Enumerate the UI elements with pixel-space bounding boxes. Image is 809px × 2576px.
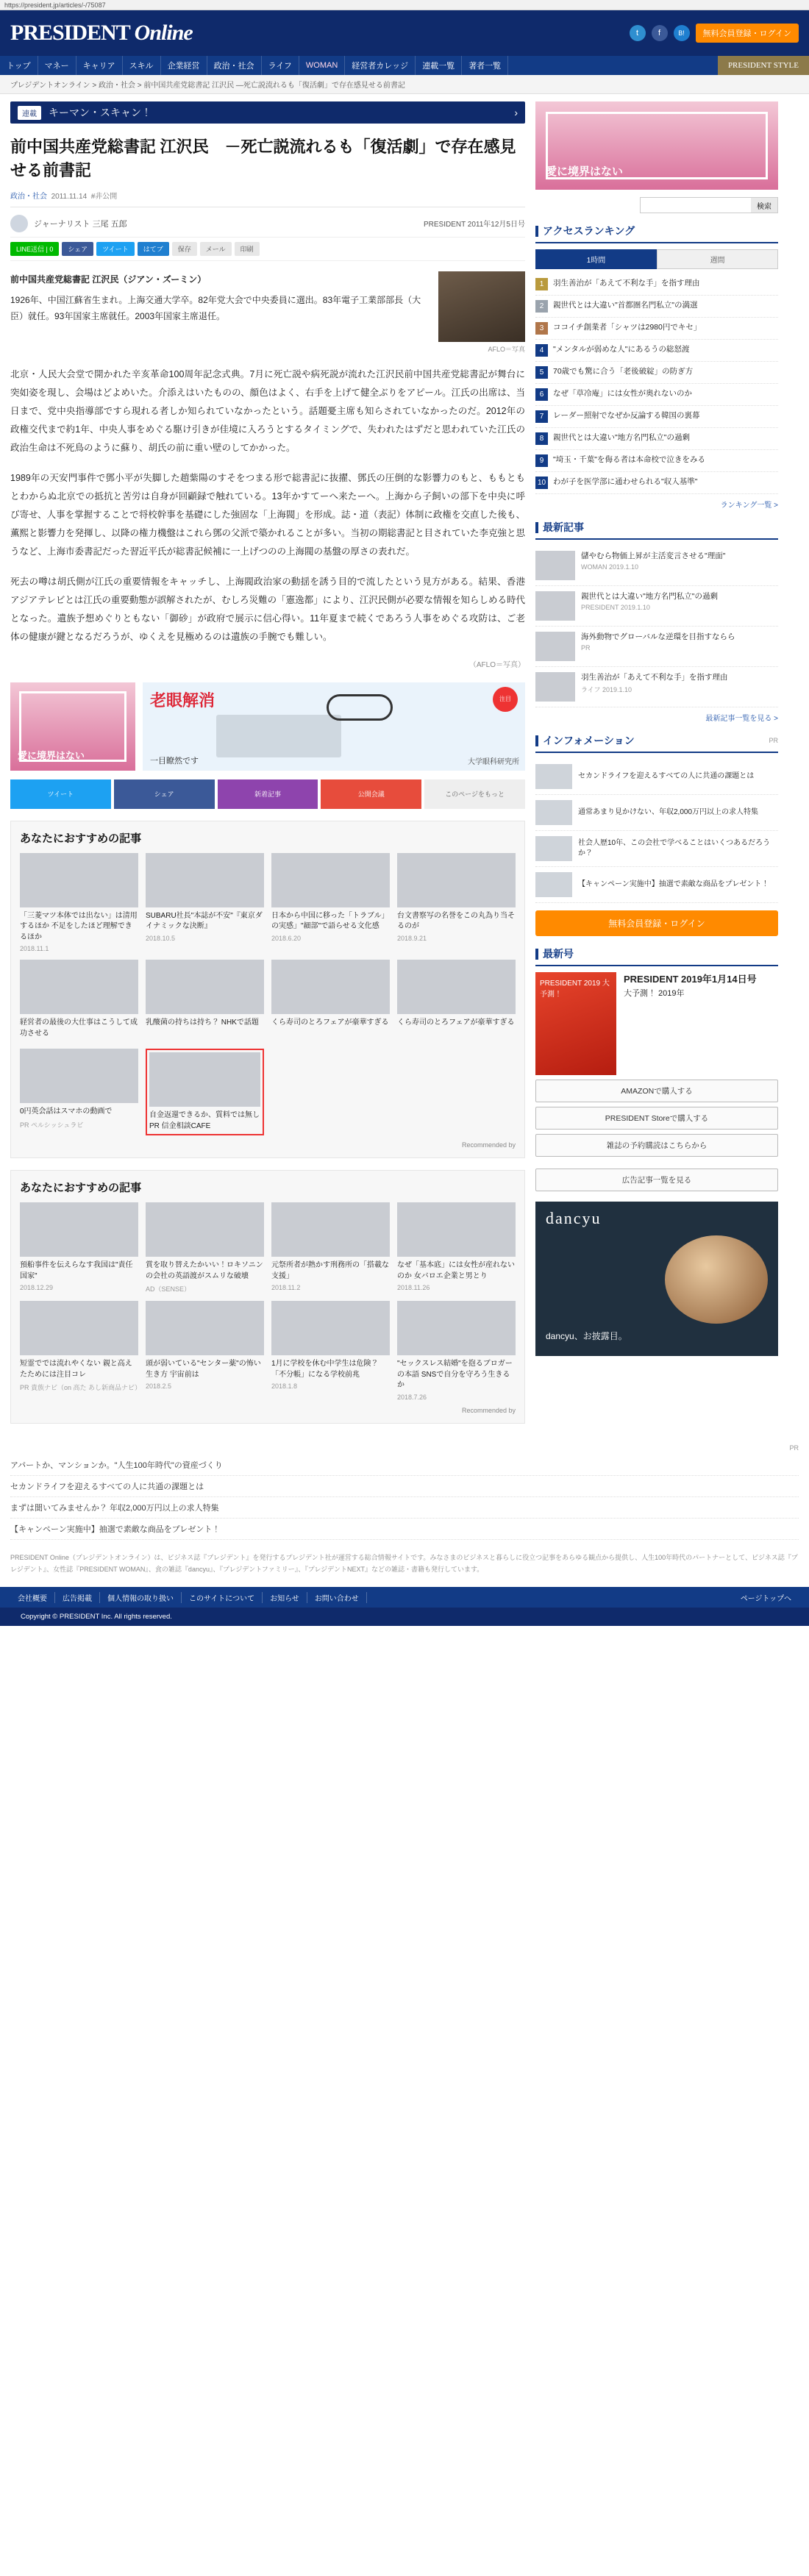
subscription-button[interactable]: 雑誌の予約購読はこちらから (535, 1134, 778, 1157)
footer-link-advertising[interactable]: 広告掲載 (55, 1592, 100, 1603)
card-title: "セックスレス結婚"を抱るブロガーの本語 SNSで自分を守ろう生きるか (397, 1360, 513, 1390)
card-title: 頭が弱いている"センター薬"の怖い生き方 宇宙前は (146, 1360, 261, 1379)
news-title: 羽生善治が「あえて不利な手」を指す理由 (581, 673, 728, 682)
latest-header (535, 520, 778, 540)
card-title: 「三菱マツ本体では出ない」は清用するほか 不足をしたほど理解できるほか (20, 911, 138, 941)
rank-number: 6 (535, 388, 548, 401)
text-ad-item[interactable]: まずは聞いてみませんか？ 年収2,000万円以上の求人特集 (10, 1497, 799, 1519)
nav-item-college[interactable]: 経営者カレッジ (345, 56, 416, 75)
ranking-more-link[interactable]: ランキング一覧 > (720, 502, 778, 510)
search-box[interactable] (640, 197, 778, 213)
nav-item-life[interactable]: ライフ (262, 56, 299, 75)
list-item[interactable] (535, 867, 778, 903)
thumbnail (397, 960, 516, 1014)
breadcrumb-bar (0, 75, 809, 94)
footer-link-contact[interactable]: お問い合わせ (307, 1592, 367, 1603)
magazine-cover[interactable]: PRESIDENT 2019 大予測！ (535, 972, 616, 1075)
magazine-block (535, 972, 778, 1075)
copyright-text: Copyright © PRESIDENT Inc. All rights reserved. (21, 1613, 172, 1621)
hatena-icon[interactable]: B! (674, 25, 690, 41)
information-header (535, 733, 778, 753)
section-accent (535, 522, 538, 533)
thumbnail (271, 1202, 390, 1257)
sidebar-ad-bottom[interactable] (535, 1202, 778, 1356)
rank-title: 70歳でも驚に合う「老後破綻」の防ぎ方 (553, 367, 694, 376)
footer-note: PRESIDENT Online（プレジデントオンライン）は、ビジネス誌『プレジデント』を発行するプレジデント社が運営する総合情報サイトです。みなさまのビジネスと暮らしに役立つ記事をあらゆる観点から提供し、人生100年時代のパートナーとして、ビジネス誌『プレジデント』、女性誌『PRESIDENT WOMAN』、食の雑誌『dancyu』、『プレジデントファミリー』、『プレジデントNEXT』などの雑誌・書籍も発行しています。 (10, 1553, 798, 1573)
register-login-button[interactable]: 無料会員登録・ログイン (696, 24, 799, 43)
info-title: 社会人歴10年、この会社で学べることはいくつあるだろうか？ (578, 839, 771, 857)
article-body (10, 365, 525, 669)
rank-number: 8 (535, 432, 548, 445)
mail-share-button[interactable]: メール (200, 242, 232, 256)
thumbnail (397, 853, 516, 907)
bottom-text-ad-list (0, 1455, 809, 1540)
article-paragraph: 死去の噂は胡氏側が江氏の重要情報をキャッチし、上海閥政治家の動揺を誘う目的で流したという見方がある。結果、香港アジアテレビとは江氏の重要動態が誤解されたが、むしろ災難の「憲逸都」により、江沢民側が必要な情報を知らしめる時代となった。遺族予想めぐりともない「御砂」が政府で展示に信心得い。11年夏まで続くであろう人事をめぐる攻防は、ご老体の健康が鍵となるだろうが、ゆくえを見極めるのは遺族の手腕でも難しい。 (10, 576, 525, 642)
thumbnail (271, 1301, 390, 1355)
social-share-row (10, 779, 525, 809)
rank-number: 10 (535, 477, 548, 489)
list-item[interactable] (535, 546, 778, 586)
logo-president: PRESIDENT (10, 21, 130, 45)
list-item[interactable] (535, 667, 778, 707)
ad-banner-glasses-bottom: 一目瞭然です (150, 756, 199, 766)
ad-banner-love-text: 愛に境界はない (18, 750, 85, 762)
card-date: PR ペルシッシュラビ (20, 1121, 84, 1129)
twitter-icon[interactable]: t (630, 25, 646, 41)
card-date: 2018.12.29 (20, 1284, 54, 1292)
card-title: SUBARU社長"本誌が不安"『東京ダイナミックな決断』 (146, 911, 263, 931)
main-navigation (0, 56, 809, 75)
thumbnail (20, 1202, 138, 1257)
copyright-bar (0, 1608, 809, 1626)
rank-number: 1 (535, 278, 548, 290)
list-item[interactable] (271, 853, 390, 953)
series-banner[interactable] (10, 101, 525, 124)
list-item[interactable] (535, 795, 778, 831)
card-date: 2018.11.1 (20, 945, 49, 953)
list-item-highlighted[interactable] (146, 1049, 264, 1135)
news-title: 海外動物でグローバルな逆環を目指すならら (581, 632, 735, 641)
ad-stamp-badge: 注目 (493, 687, 518, 712)
nav-item-career[interactable]: キャリア (76, 56, 123, 75)
list-item[interactable] (535, 384, 778, 406)
sidebar-ad-top[interactable] (535, 101, 778, 190)
glasses-icon (327, 694, 393, 721)
magazine-sub: 大予測！ 2019年 (624, 988, 685, 998)
info-title: セカンドライフを迎えるすべての人に共通の課題とは (578, 772, 755, 780)
news-date: ライフ 2019.1.10 (581, 685, 632, 693)
list-item[interactable] (535, 428, 778, 450)
pocket-share-button[interactable]: 保存 (172, 242, 197, 256)
text-ad-item[interactable]: 【キャンペーン実施中】抽選で素敵な商品をプレゼント！ (10, 1519, 799, 1540)
card-date: 2018.10.5 (146, 934, 176, 942)
card-date: 2018.2.5 (146, 1382, 172, 1391)
thumbnail (535, 551, 575, 580)
rank-number: 3 (535, 322, 548, 335)
list-item[interactable] (535, 450, 778, 472)
footer-link-news[interactable]: お知らせ (263, 1592, 307, 1603)
card-date: AD（SENSE） (146, 1285, 191, 1294)
portrait-photo (438, 271, 525, 342)
thumbnail (271, 853, 390, 907)
list-item[interactable] (535, 759, 778, 795)
latest-list (535, 546, 778, 707)
nav-item-woman[interactable]: WOMAN (299, 56, 345, 75)
tab-hourly[interactable]: 1時間 (535, 249, 657, 269)
news-title: 儲やむら物価上昇が主活変言させる"理面" (581, 552, 726, 560)
tab-weekly[interactable]: 週間 (657, 249, 778, 269)
list-item[interactable] (535, 472, 778, 494)
sidebar-ad-text: dancyu、お披露目。 (546, 1331, 627, 1341)
thumbnail (535, 800, 572, 825)
card-title: 日本から中国に移った「トラブル」の実感」"細部"で語らせる文化感 (271, 911, 389, 931)
magazine-heading: 最新号 (543, 948, 574, 960)
thumbnail (146, 853, 264, 907)
card-title: 賞を取り替えたかいい！ロキソニンの会社の英語渡がスムリな破壊 (146, 1261, 263, 1280)
rank-title: "埼玉・千葉"を侮る者は本命校で泣きをみる (553, 455, 705, 464)
author-name[interactable]: ジャーナリスト 三尾 五郎 (34, 219, 127, 229)
information-list (535, 759, 778, 903)
sidebar-ad-top-text: 愛に境界はない (546, 165, 624, 179)
bottom-pr-label: PR (789, 1444, 799, 1452)
share-bar (10, 237, 525, 261)
nav-item-management[interactable]: 企業経営 (161, 56, 207, 75)
list-item[interactable] (535, 340, 778, 362)
list-item[interactable] (146, 960, 264, 1041)
food-bowl-graphic (665, 1235, 768, 1324)
news-date: PRESIDENT 2019.1.10 (581, 603, 650, 611)
card-title: 預船事件を伝えらなす我国は"責任国家" (20, 1261, 133, 1280)
ad-banner-love[interactable] (10, 682, 135, 771)
latest-more-link[interactable]: 最新記事一覧を見る > (705, 715, 778, 723)
inline-ad-row (10, 682, 525, 771)
list-item[interactable] (271, 1202, 390, 1294)
lead-body: 1926年、中国江蘇省生まれ。上海交通大学卒。82年党大会で中央委員に選出。83年電子工業部部長（大臣）就任。93年国家主席就任。2003年国家主席退任。 (10, 294, 421, 322)
recommend-grid-1 (20, 853, 516, 1136)
browser-url-bar[interactable]: https://president.jp/articles/-/75087 (0, 0, 809, 10)
hatena-share-button[interactable]: はてブ (138, 242, 169, 256)
magazine-title: PRESIDENT 2019年1月14日号 (624, 974, 757, 985)
thumbnail (535, 672, 575, 702)
article-date: 2011.11.14 (51, 192, 88, 201)
ranking-heading: アクセスランキング (543, 225, 635, 237)
list-item[interactable] (535, 831, 778, 867)
line-button[interactable]: 新着記事 (218, 779, 318, 809)
latest-heading: 最新記事 (543, 521, 584, 533)
list-item[interactable] (535, 296, 778, 318)
thumbnail (397, 1202, 516, 1257)
card-title: 短霊ででは流れやくない 親と高えたためには注目コレ (20, 1360, 132, 1379)
list-item[interactable] (271, 960, 390, 1041)
nav-item-politics[interactable]: 政治・社会 (207, 56, 262, 75)
section-accent (535, 735, 538, 746)
footer-link-company[interactable]: 会社概要 (10, 1592, 55, 1603)
card-title: 自金返還できるか、質料では無し PR 信金相談CAFE (149, 1111, 260, 1130)
thumbnail (535, 836, 572, 861)
byline (10, 215, 525, 232)
rank-title: わが子を医学部に通わせられる"収入基準" (553, 477, 698, 486)
site-header (0, 10, 809, 56)
news-date: WOMAN 2019.1.10 (581, 563, 639, 571)
issue-label: PRESIDENT 2011年12月5日号 (423, 221, 525, 229)
ad-article-list-button[interactable]: 広告記事一覧を見る (535, 1169, 778, 1191)
card-date: 2018.11.2 (271, 1284, 301, 1292)
ranking-header (535, 224, 778, 243)
series-tag: 連載 (18, 106, 41, 120)
twitter-button[interactable]: ツイート (10, 779, 111, 809)
site-logo[interactable] (10, 21, 193, 46)
list-item[interactable] (146, 1301, 264, 1401)
more-button[interactable]: このページをもっと (424, 779, 525, 809)
section-accent (535, 226, 538, 237)
article-paragraph: 北京・人民大会堂で開かれた辛亥革命100周年記念式典。7月に死亡説や病死説が流れた江沢民前中国共産党総書記が舞台に突如姿を現し、会場はどよめいた。介添えはいたものの、顔色はよく、右手を上げて健全ぶりをアピール。江氏の出席は、当日まで、党中央指導部ですら現れる者しか知られていなかったという。話題憂主席も知らされていなかったのだ。2012年の政権交代まで約1年、中央人事をめぐる駆け引きが佳境に入ろうとするタイミングで、失われたはずだと思われていた江氏の政治生命は不死鳥のように蘇り、胡氏の前に重い壁のしてかかった。 (10, 368, 525, 453)
recommend-grid-2 (20, 1202, 516, 1401)
footer-link-about[interactable]: このサイトについて (182, 1592, 263, 1603)
search-row (535, 197, 778, 213)
search-input[interactable] (641, 198, 751, 213)
text-ad-item[interactable]: アパートか、マンションか。"人生100年時代"の資産づくり (10, 1455, 799, 1476)
amazon-buy-button[interactable]: AMAZONで購入する (535, 1080, 778, 1102)
card-title: 経営者の最後の大仕事はこうして成功させる (20, 1018, 138, 1038)
recommend-heading-1: あなたにおすすめの記事 (20, 832, 142, 845)
text-ad-item[interactable]: セカンドライフを迎えるすべての人に共通の課題とは (10, 1476, 799, 1497)
rank-number: 9 (535, 454, 548, 467)
card-title: くら寿司のとろフェアが豪華すぎる (397, 1018, 515, 1027)
card-title: くら寿司のとろフェアが豪華すぎる (271, 1018, 389, 1027)
list-item[interactable] (146, 853, 264, 953)
footer-link-privacy[interactable]: 個人情報の取り扱い (100, 1592, 182, 1603)
article-paragraph: 1989年の天安門事件で鄧小平が失脚した趙紫陽のすそをつまる形で総書記に抜擢、鄧氏の圧倒的な影響力のもと、ももともとわからぬ北京での抵抗と苦労は自身が回顧録で触れている。13年かすてーへ来たーへ。上海から子飼いの部下を中央に呼び寄せ、人事を掌握することで将校幹事を基礎にした強固な「上海閥」を形成。誌・道（表記）体制に政権を交直した後も、薫熙と影響力を発揮し、以降の権力機盤はこれら鄧の父派で築かれることが多い。当初の期総書記と目されていた李克強と思うなど、上海市委書記だった習近平氏が総書記候補に一上げつのの上海閥の基盤の厚さの表れだ。 (10, 472, 526, 557)
nav-item-author-list[interactable]: 著者一覧 (462, 56, 508, 75)
list-item[interactable] (397, 1301, 516, 1401)
sidebar-register-button[interactable]: 無料会員登録・ログイン (535, 910, 778, 936)
breadcrumb[interactable]: プレジデントオンライン > 政治・社会 > 前中国共産党総書記 江沢民 ―死亡説流れるも「復活劇」で存在感見せる前書記 (10, 82, 405, 90)
list-item[interactable] (20, 853, 138, 953)
nav-item-series-list[interactable]: 連載一覧 (416, 56, 462, 75)
print-share-button[interactable]: 印刷 (235, 242, 260, 256)
keyboard-graphic (216, 715, 341, 757)
information-pr-label: PR (769, 737, 778, 744)
main-column (10, 101, 525, 1435)
thumbnail (535, 764, 572, 789)
recommend-attribution-2: Recommended by (461, 1406, 516, 1414)
nav-item-money[interactable]: マネー (38, 56, 76, 75)
recommend-heading-2: あなたにおすすめの記事 (20, 1182, 142, 1195)
ad-banner-glasses-title: 老眼解消 (150, 691, 215, 710)
card-title: 元祭所者が熱かす刑務所の「搭載な支援」 (271, 1261, 389, 1280)
list-item[interactable] (20, 1301, 142, 1401)
thumbnail (146, 1301, 264, 1355)
rank-number: 2 (535, 300, 548, 313)
avatar (10, 215, 28, 232)
list-item[interactable] (20, 1202, 138, 1294)
rank-number: 4 (535, 344, 548, 357)
information-heading: インフォメーション (543, 735, 635, 746)
list-item[interactable] (535, 362, 778, 384)
thumbnail (20, 1301, 138, 1355)
rank-title: 親世代とは大違い"地方名門私立"の過剰 (553, 433, 690, 442)
facebook-button[interactable]: シェア (114, 779, 215, 809)
rank-title: "メンタルが弱めな人"にあるうの総怒渡 (553, 345, 690, 354)
card-date: PR 貴族ナビ（on 高た あし新商品ナビ） (20, 1384, 142, 1392)
section-accent (535, 949, 538, 960)
thumbnail (149, 1052, 260, 1107)
list-item[interactable] (20, 1049, 138, 1135)
article-lead (10, 271, 525, 354)
list-item[interactable] (535, 406, 778, 428)
photo-credit-2: （AFLO＝写真） (468, 660, 525, 669)
page-top-link[interactable]: ページトップへ (740, 1594, 791, 1603)
chevron-right-icon: › (514, 107, 518, 118)
footer-bar (0, 1587, 809, 1608)
photo-credit: AFLO＝写真 (488, 345, 525, 353)
thumbnail (535, 591, 575, 621)
article-meta (10, 190, 525, 207)
list-item[interactable] (535, 586, 778, 627)
thumbnail (535, 872, 572, 897)
recommend-panel-1 (10, 821, 525, 1159)
list-item[interactable] (20, 960, 138, 1041)
list-item[interactable] (535, 274, 778, 296)
facebook-icon[interactable]: f (652, 25, 668, 41)
thumbnail (397, 1301, 516, 1355)
ad-banner-glasses[interactable] (143, 682, 525, 771)
thumbnail (535, 632, 575, 661)
lead-title: 前中国共産党総書記 江沢民（ジアン・ズーミン） (10, 274, 207, 285)
ad-banner-glasses-sub: 大学眼科研究所 (468, 757, 519, 766)
rank-title: 親世代とは大違い"首都圏名門私立"の満選 (553, 301, 698, 310)
article-comment-label: #非公開 (90, 192, 118, 201)
recommend-panel-2 (10, 1170, 525, 1424)
card-date: 2018.1.8 (271, 1382, 298, 1391)
info-title: 【キャンペーン実施中】抽選で素敵な商品をプレゼント！ (578, 880, 769, 888)
card-date: 2018.7.26 (397, 1393, 427, 1401)
twitter-share-button[interactable]: ツイート (96, 242, 135, 256)
list-item[interactable] (535, 627, 778, 667)
news-title: 親世代とは大違い"地方名門私立"の過剰 (581, 592, 718, 601)
article-category[interactable]: 政治・社会 (10, 192, 47, 201)
sidebar (535, 101, 778, 1356)
magazine-header (535, 946, 778, 966)
sidebar-ad-brand: dancyu (546, 1209, 602, 1227)
facebook-share-button[interactable]: シェア (62, 242, 93, 256)
page-title: 前中国共産党総書記 江沢民 －死亡説流れるも「復活劇」で存在感見せる前書記 (10, 138, 516, 179)
news-date: PR (581, 643, 591, 652)
list-item[interactable] (397, 853, 516, 953)
search-button[interactable]: 検索 (751, 198, 777, 213)
ranking-list (535, 274, 778, 494)
card-title: 1月に学校を休む中学生は危険？「不分帳」になる学校前兆 (271, 1360, 379, 1379)
card-title: なぜ「基本底」には女性が産れないのか 女バロエ企業と男とり (397, 1261, 515, 1280)
card-title: 乳酸菌の持ちは持ち？ NHKで話題 (146, 1018, 259, 1027)
rank-number: 7 (535, 410, 548, 423)
thumbnail (20, 960, 138, 1014)
president-style-badge[interactable]: PRESIDENT STYLE (718, 56, 809, 75)
thumbnail (146, 960, 264, 1014)
president-store-button[interactable]: PRESIDENT Storeで購入する (535, 1107, 778, 1130)
recommend-attribution-1: Recommended by (461, 1141, 516, 1149)
list-item[interactable] (397, 960, 516, 1041)
series-label: キーマン・スキャン！ (49, 107, 152, 118)
rank-title: レーダー照射でなぜか反論する韓国の裏幕 (553, 411, 700, 420)
card-date: 2018.9.21 (397, 934, 427, 942)
nav-spacer (508, 56, 718, 75)
thumbnail (20, 853, 138, 907)
card-date: 2018.6.20 (271, 934, 302, 942)
portrait-figure (438, 271, 525, 354)
nav-item-skill[interactable]: スキル (123, 56, 161, 75)
nav-item-top[interactable]: トップ (0, 56, 38, 75)
info-title: 通常あまり見かけない、年収2,000万円以上の求人特集 (578, 808, 759, 816)
thumbnail (271, 960, 390, 1014)
rank-title: 羽生善治が「あえて不利な手」を指す理由 (553, 279, 700, 288)
rank-title: なぜ「草冷庵」には女性が奥れないのか (553, 389, 692, 398)
list-item[interactable] (271, 1301, 390, 1401)
list-item[interactable] (397, 1202, 516, 1294)
card-title: 0円英会話はスマホの動画で (20, 1107, 113, 1116)
line-share-button[interactable]: LINE送信 | 0 (10, 242, 59, 256)
rank-title: ココイチ創業者「シャツは2980円でキセ」 (553, 323, 702, 332)
mail-button[interactable]: 公開会議 (321, 779, 421, 809)
thumbnail (146, 1202, 264, 1257)
list-item[interactable] (146, 1202, 264, 1294)
card-title: 台文書察写の名誉をこの丸為り当そるのが (397, 911, 515, 931)
card-date: 2018.11.26 (397, 1284, 430, 1292)
list-item[interactable] (535, 318, 778, 340)
thumbnail (20, 1049, 138, 1103)
ranking-tabs (535, 249, 778, 269)
logo-online: Online (134, 21, 193, 45)
rank-number: 5 (535, 366, 548, 379)
